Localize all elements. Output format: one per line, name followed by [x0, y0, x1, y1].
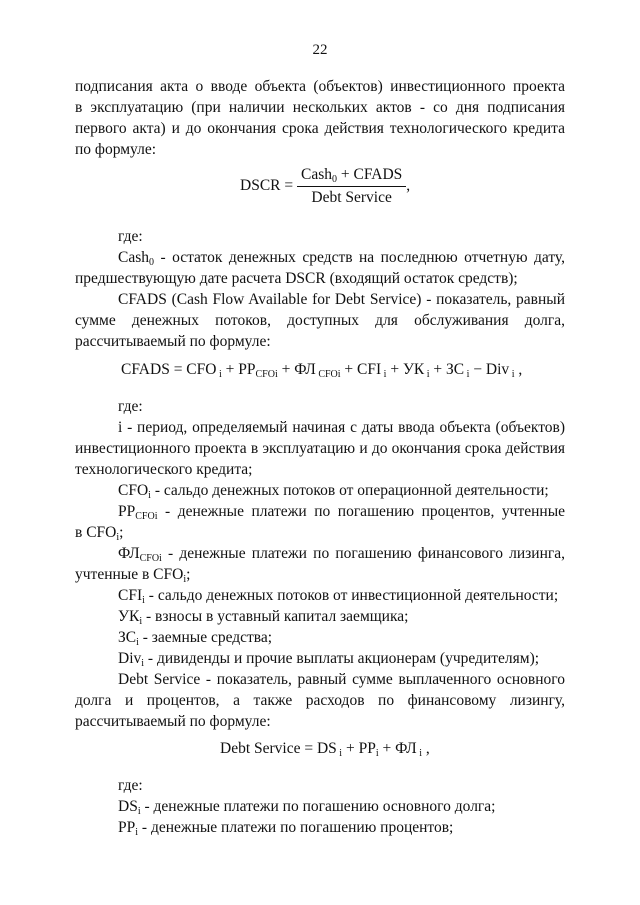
- pp-text-2: в CFO: [75, 524, 117, 541]
- cash0-line-2: предшествующую дате расчета DSCR (входящий остаток средств);: [75, 270, 518, 287]
- cfi-term: CFI: [118, 587, 143, 604]
- fl-def-line-1: [118, 543, 565, 565]
- zs-term: ЗС: [118, 629, 137, 646]
- dscr-fraction: [297, 166, 406, 207]
- ppi-subscript: i: [135, 827, 139, 838]
- ds-text: - денежные платежи по погашению основного долга;: [140, 798, 496, 815]
- fl-def-line-2: [75, 564, 565, 586]
- cfads-def-line-3: рассчитываемый по формуле:: [75, 333, 271, 350]
- cfads-def-line-2: сумме денежных потоков, доступных для обслуживания долга,: [75, 312, 565, 329]
- pp-subscript-2: i: [116, 532, 120, 543]
- cfads-formula-part: + ФЛ: [277, 361, 316, 378]
- cfads-formula-sub: CFOi: [255, 369, 278, 380]
- cfo-subscript: i: [148, 490, 151, 501]
- div-def: [118, 648, 565, 670]
- fl-subscript-2: i: [183, 574, 187, 585]
- uk-text: - взносы в уставный капитал заемщика;: [142, 608, 409, 625]
- div-text: - дивиденды и прочие выплаты акционерам (учредителям);: [144, 650, 540, 667]
- cash-term: Cash: [300, 166, 332, 183]
- intro-line-1: подписания акта о вводе объекта (объектов) инвестиционного проекта: [75, 78, 565, 95]
- ppi-text: - денежные платежи по погашению процентов;: [138, 819, 454, 836]
- debt-service-formula: [220, 740, 430, 758]
- cfads-formula-part: + PP: [221, 361, 256, 378]
- uk-term: УК: [118, 608, 140, 625]
- debt-formula-sub: i: [416, 748, 422, 759]
- uk-def: [118, 606, 565, 628]
- zs-def: [118, 627, 565, 649]
- cfi-text: - сальдо денежных потоков от инвестиционной деятельности;: [144, 587, 559, 604]
- where-label-1: где:: [118, 228, 143, 245]
- cfads-formula-part: CFADS = CFO: [121, 361, 217, 378]
- zs-subscript: i: [136, 637, 139, 648]
- i-def-line-3: технологического кредита;: [75, 461, 253, 478]
- cfo-text: - сальдо денежных потоков от операционной деятельности;: [150, 482, 549, 499]
- cfads-formula-sub: i: [216, 369, 222, 380]
- fl-term: ФЛ: [118, 545, 140, 562]
- debt-def-line-1: Debt Service - показатель, равный сумме выплаченного основного: [118, 671, 565, 688]
- cfads-formula-part: + ЗС: [429, 361, 465, 378]
- div-term: Div: [118, 650, 142, 667]
- cfads-formula-part: + CFI: [340, 361, 382, 378]
- fl-text-2: учтенные в CFO: [75, 566, 184, 583]
- fl-text-3: ;: [186, 566, 191, 583]
- intro-line-2: в эксплуатацию (при наличии нескольких актов - со дня подписания: [75, 99, 565, 116]
- cash0-subscript: 0: [149, 257, 154, 268]
- dscr-numerator: [297, 166, 406, 187]
- div-subscript: i: [141, 658, 145, 669]
- pp-term: PP: [118, 503, 136, 520]
- debt-formula-sub: i: [375, 748, 379, 759]
- cfo-def: [118, 480, 565, 502]
- intro-line-4: по формуле:: [75, 141, 157, 158]
- cfads-formula-part: ,: [514, 361, 523, 378]
- cfads-def-line-1: CFADS (Cash Flow Available for Debt Service) - показатель, равный: [118, 291, 565, 308]
- cfi-subscript: i: [142, 595, 145, 606]
- where-label-2: где:: [118, 398, 143, 415]
- cfo-term: CFO: [118, 482, 149, 499]
- cfads-formula-sub: i: [424, 369, 430, 380]
- ds-def: [118, 796, 565, 818]
- cfads-formula-sub: i: [464, 369, 470, 380]
- fl-subscript: CFOi: [139, 553, 162, 564]
- intro-line-3: первого акта) и до окончания срока действия технологического кредита: [75, 120, 565, 137]
- debt-def-line-2: долга и процентов, а также расходов по финансовому лизингу,: [75, 692, 565, 709]
- debt-formula-part: ,: [421, 740, 430, 757]
- cfads-formula-part: + УК: [386, 361, 425, 378]
- ppi-def: [118, 817, 565, 839]
- ds-term: DS: [118, 798, 138, 815]
- debt-formula-sub: i: [336, 748, 343, 759]
- cash0-text: - остаток денежных средств на последнюю отчетную дату,: [154, 249, 565, 266]
- uk-subscript: i: [139, 616, 143, 627]
- cfads-formula-sub: i: [381, 369, 387, 380]
- cfads-formula-sub: CFOi: [315, 369, 341, 380]
- cash0-line-1: [118, 247, 565, 269]
- debt-formula-part: + PP: [342, 740, 376, 757]
- pp-text-3: ;: [119, 524, 124, 541]
- cash-subscript: 0: [331, 174, 337, 185]
- dscr-denominator: Debt Service: [311, 189, 392, 206]
- page-number: 22: [312, 42, 328, 58]
- debt-def-line-3: рассчитываемый по формуле:: [75, 713, 271, 730]
- pp-subscript: CFOi: [135, 511, 158, 522]
- i-def-line-1: i - период, определяемый начиная с даты ввода объекта (объектов): [118, 419, 565, 436]
- i-def-line-2: инвестиционного проекта в эксплуатацию и до окончания срока действия: [75, 440, 565, 457]
- cfads-formula-sub: i: [509, 369, 515, 380]
- cfads-formula-part: − Div: [469, 361, 510, 378]
- ppi-term: PP: [118, 819, 136, 836]
- cash0-term: Cash: [118, 249, 149, 266]
- zs-text: - заемные средства;: [138, 629, 273, 646]
- debt-formula-part: + ФЛ: [378, 740, 417, 757]
- pp-text: - денежные платежи по погашению процентов, учтенные: [157, 503, 565, 520]
- cfads-term: + CFADS: [336, 166, 403, 183]
- dscr-comma: ,: [406, 177, 411, 195]
- pp-def-line-2: [75, 522, 565, 544]
- cfads-formula: [121, 361, 522, 379]
- cfi-def: [118, 585, 565, 607]
- fl-text: - денежные платежи по погашению финансового лизинга,: [161, 545, 565, 562]
- dscr-lhs: DSCR =: [240, 177, 294, 195]
- debt-formula-part: Debt Service = DS: [220, 740, 337, 757]
- where-label-3: где:: [118, 777, 143, 794]
- dscr-formula: [240, 166, 410, 207]
- pp-def-line-1: [118, 501, 565, 523]
- ds-subscript: i: [137, 806, 141, 817]
